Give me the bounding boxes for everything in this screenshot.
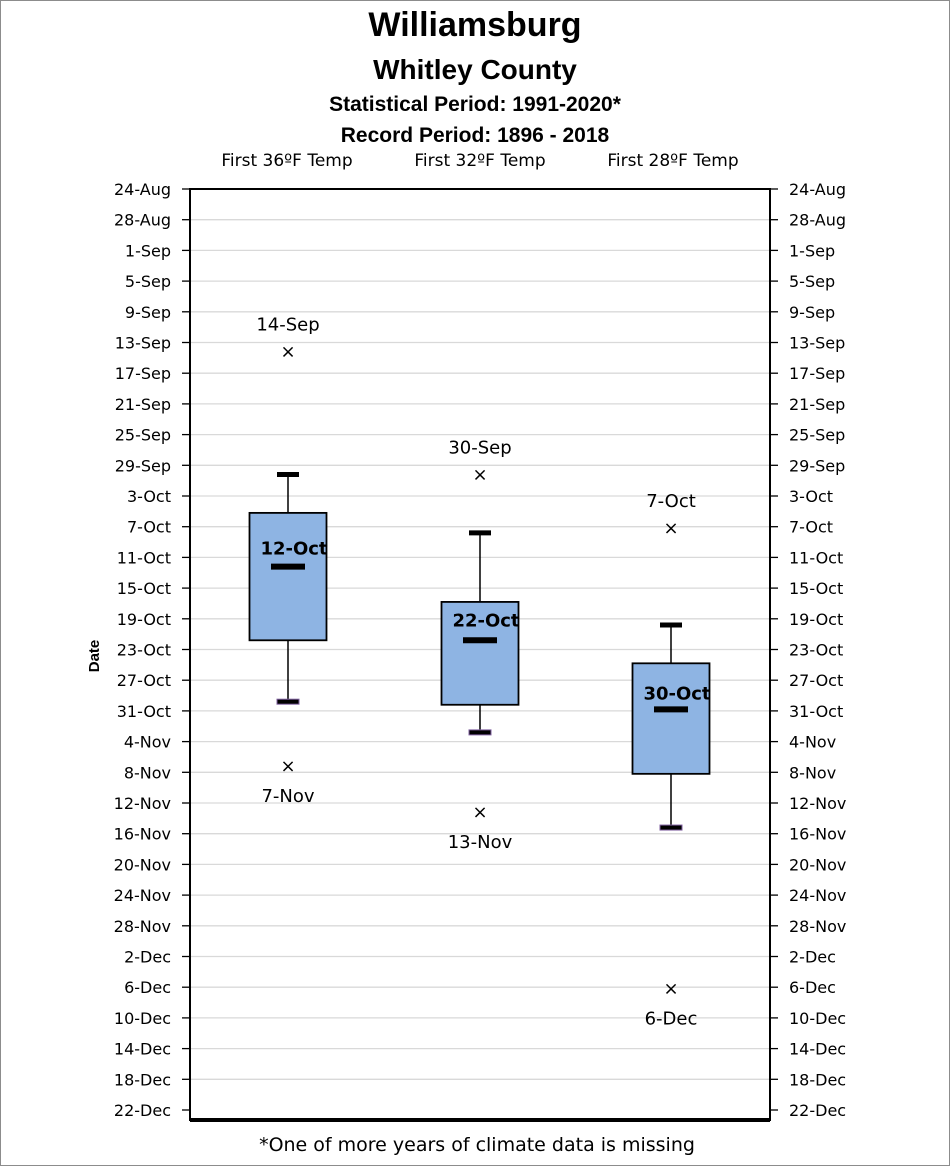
y-tick-label-left: 25-Sep — [114, 425, 171, 445]
y-tick-label-left: 8-Nov — [123, 763, 171, 783]
y-tick-label-right: 29-Sep — [789, 456, 846, 476]
y-tick-label-left: 7-Oct — [126, 517, 171, 537]
y-tick-label-left: 14-Dec — [113, 1039, 171, 1059]
y-tick-label-right: 7-Oct — [789, 517, 834, 537]
median-label: 30-Oct — [643, 683, 711, 705]
whisker-cap-late — [277, 699, 299, 704]
y-tick-label-right: 24-Nov — [789, 886, 847, 906]
y-tick-label-right: 2-Dec — [789, 947, 836, 967]
y-tick-label-right: 22-Dec — [789, 1101, 847, 1120]
y-tick-label-right: 5-Sep — [789, 272, 836, 292]
record-latest-marker: × — [472, 802, 488, 824]
category-header-36f: First 36ºF Temp — [221, 151, 353, 171]
y-tick-label-right: 10-Dec — [789, 1008, 847, 1028]
y-tick-label-right: 27-Oct — [789, 671, 844, 691]
chart-subtitle: Whitley County — [373, 54, 577, 85]
y-tick-label-left: 11-Oct — [116, 548, 171, 568]
y-tick-label-left: 1-Sep — [124, 241, 171, 261]
y-tick-label-left: 28-Aug — [113, 210, 171, 230]
category-header-28f: First 28ºF Temp — [607, 151, 739, 171]
y-tick-label-right: 8-Nov — [789, 763, 837, 783]
y-tick-label-left: 17-Sep — [114, 364, 171, 384]
y-tick-label-left: 28-Nov — [113, 916, 171, 936]
y-tick-label-left: 21-Sep — [114, 394, 171, 414]
statistical-period: Statistical Period: 1991-2020* — [329, 93, 621, 116]
y-tick-label-left: 12-Nov — [113, 794, 171, 813]
y-tick-label-right: 6-Dec — [789, 978, 836, 998]
y-tick-label-left: 3-Oct — [126, 487, 171, 506]
record-period: Record Period: 1896 - 2018 — [340, 124, 610, 147]
y-tick-label-right: 11-Oct — [789, 548, 844, 568]
record-earliest-marker: × — [663, 518, 679, 540]
y-tick-label-right: 13-Sep — [789, 333, 846, 353]
footnote: *One of more years of climate data is missing — [259, 1134, 695, 1156]
y-tick-label-right: 18-Dec — [789, 1070, 847, 1090]
y-tick-label-right: 3-Oct — [789, 487, 834, 506]
y-tick-label-right: 1-Sep — [789, 241, 836, 261]
y-tick-label-left: 15-Oct — [116, 579, 171, 599]
whisker-cap-late — [660, 825, 682, 830]
y-tick-label-right: 24-Aug — [789, 180, 847, 199]
y-tick-label-right: 21-Sep — [789, 394, 846, 414]
y-tick-label-left: 10-Dec — [113, 1008, 171, 1028]
y-tick-label-right: 15-Oct — [789, 579, 844, 599]
y-tick-label-right: 23-Oct — [789, 640, 844, 660]
median-label: 22-Oct — [452, 610, 520, 632]
record-earliest-label: 30-Sep — [448, 437, 512, 459]
y-tick-label-left: 6-Dec — [124, 978, 171, 998]
y-tick-label-left: 2-Dec — [124, 947, 171, 967]
median-label: 12-Oct — [260, 538, 328, 560]
y-tick-label-right: 31-Oct — [789, 701, 844, 721]
y-tick-label-right: 14-Dec — [789, 1039, 847, 1059]
y-tick-label-right: 16-Nov — [789, 824, 847, 844]
record-latest-label: 6-Dec — [644, 1008, 698, 1030]
record-earliest-label: 7-Oct — [646, 491, 696, 513]
whisker-cap-late — [469, 730, 491, 735]
y-tick-label-right: 17-Sep — [789, 364, 846, 384]
y-tick-label-left: 5-Sep — [124, 272, 171, 292]
record-latest-label: 13-Nov — [447, 832, 513, 854]
y-tick-label-left: 29-Sep — [114, 456, 171, 476]
record-earliest-marker: × — [280, 341, 296, 363]
y-tick-label-right: 20-Nov — [789, 855, 847, 875]
y-tick-label-right: 19-Oct — [789, 609, 844, 629]
y-tick-label-left: 24-Nov — [113, 886, 171, 906]
y-tick-label-right: 28-Nov — [789, 916, 847, 936]
record-latest-marker: × — [663, 978, 679, 1000]
y-tick-label-left: 20-Nov — [113, 855, 171, 875]
y-tick-label-left: 24-Aug — [113, 180, 171, 199]
iqr-box — [250, 513, 327, 640]
y-tick-label-left: 27-Oct — [116, 671, 171, 691]
y-tick-label-left: 22-Dec — [113, 1101, 171, 1120]
category-header-32f: First 32ºF Temp — [414, 151, 546, 171]
y-tick-label-left: 18-Dec — [113, 1070, 171, 1090]
y-tick-label-left: 9-Sep — [124, 302, 171, 322]
record-latest-label: 7-Nov — [261, 786, 315, 808]
record-earliest-label: 14-Sep — [256, 314, 320, 336]
y-axis-label: Date — [86, 639, 103, 673]
y-tick-label-right: 12-Nov — [789, 794, 847, 813]
iqr-box — [633, 663, 710, 774]
y-tick-label-left: 19-Oct — [116, 609, 171, 629]
y-tick-label-left: 23-Oct — [116, 640, 171, 660]
y-tick-label-right: 28-Aug — [789, 210, 847, 230]
chart-title: Williamsburg — [368, 6, 582, 44]
y-tick-label-left: 31-Oct — [116, 701, 171, 721]
y-tick-label-right: 4-Nov — [789, 732, 837, 752]
y-tick-label-left: 4-Nov — [123, 732, 171, 752]
y-tick-label-right: 25-Sep — [789, 425, 846, 445]
record-earliest-marker: × — [472, 464, 488, 486]
y-tick-label-right: 9-Sep — [789, 302, 836, 322]
y-tick-label-left: 16-Nov — [113, 824, 171, 844]
y-tick-label-left: 13-Sep — [114, 333, 171, 353]
record-latest-marker: × — [280, 756, 296, 778]
